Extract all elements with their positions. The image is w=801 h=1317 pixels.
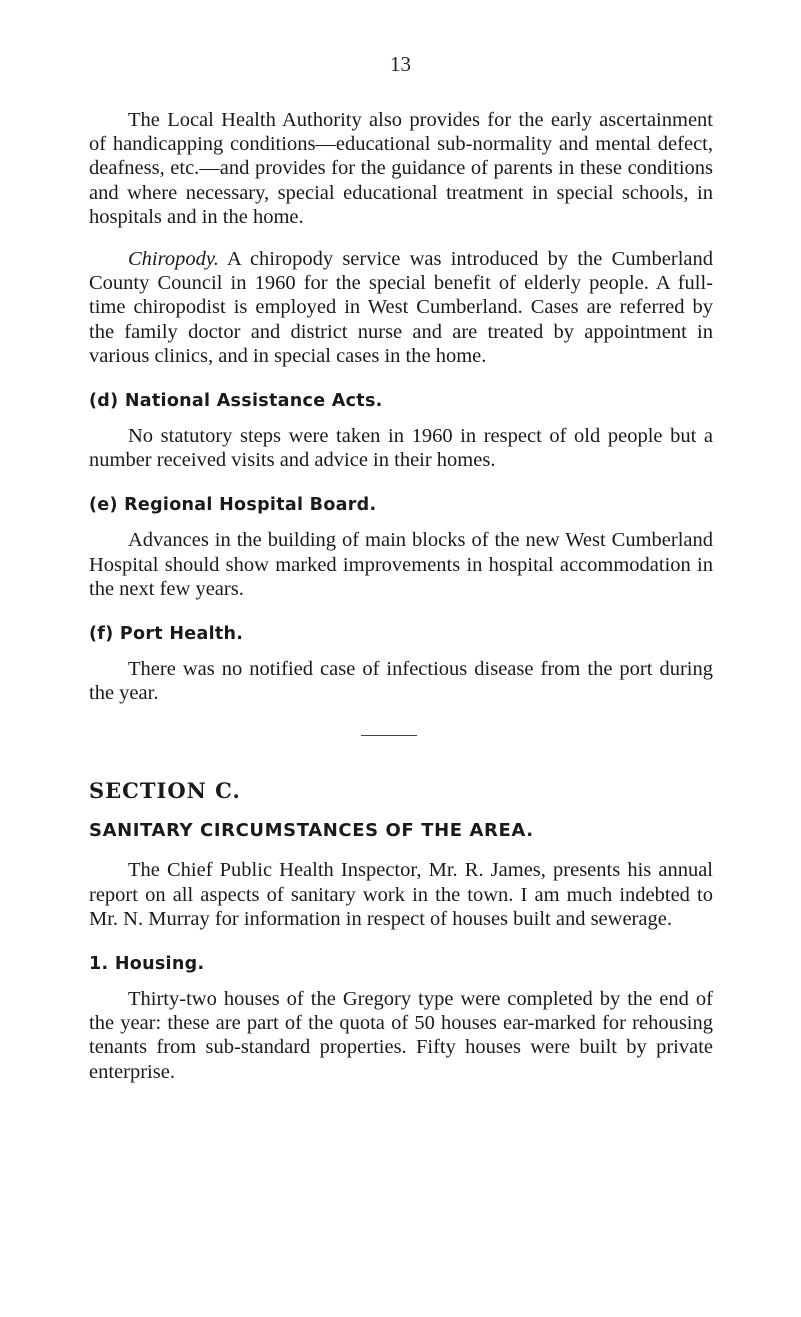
intro-paragraph: The Local Health Authority also provides for the early ascertainment of handicapping conditions—educational sub-normality and mental defect, deafness, etc.—and provides for the guidance of parents in these conditions and where necessary, special educational treatment in special schools, in hospitals and in the home.: [89, 109, 713, 228]
national-assistance-paragraph: No statutory steps were taken in 1960 in respect of old people but a number received visits and advice in their homes.: [89, 425, 713, 472]
regional-hospital-paragraph: Advances in the building of main blocks of the new West Cumberland Hospital should show marked improvements in hospital accommodation in the next few years.: [89, 529, 713, 600]
housing-paragraph: Thirty-two houses of the Gregory type were completed by the end of the year: these are part of the quota of 50 houses ear-marked for rehousing tenants from sub-standard properties. Fifty houses were built by private enterprise.: [89, 988, 713, 1083]
chiropody-paragraph: [89, 247, 713, 368]
page-number: 13: [390, 52, 411, 76]
sanitary-intro-paragraph: The Chief Public Health Inspector, Mr. R. James, presents his annual report on all aspects of sanitary work in the town. I am much indebted to Mr. N. Murray for information in respect of houses built and sewerage.: [89, 859, 713, 930]
heading-regional-hospital: (e) Regional Hospital Board.: [89, 495, 377, 516]
chiropody-title: Chiropody.: [128, 248, 219, 271]
section-title: SECTION C.: [89, 778, 241, 804]
section-subtitle: SANITARY CIRCUMSTANCES OF THE AREA.: [89, 820, 534, 842]
heading-national-assistance: (d) National Assistance Acts.: [89, 391, 383, 412]
port-health-paragraph: There was no notified case of infectious disease from the port during the year.: [89, 658, 713, 705]
section-divider: [361, 735, 417, 736]
page-content: [89, 108, 713, 1084]
heading-housing: 1. Housing.: [89, 954, 205, 975]
chiropody-body: A chiropody service was introduced by the Cumberland County Council in 1960 for the special benefit of elderly people. A full-time chiropodist is employed in West Cumberland. Cases are referred by the family doctor and district nurse and are treated by appointment in various clinics, and in special cases in the home.: [89, 248, 713, 367]
heading-port-health: (f) Port Health.: [89, 624, 244, 645]
